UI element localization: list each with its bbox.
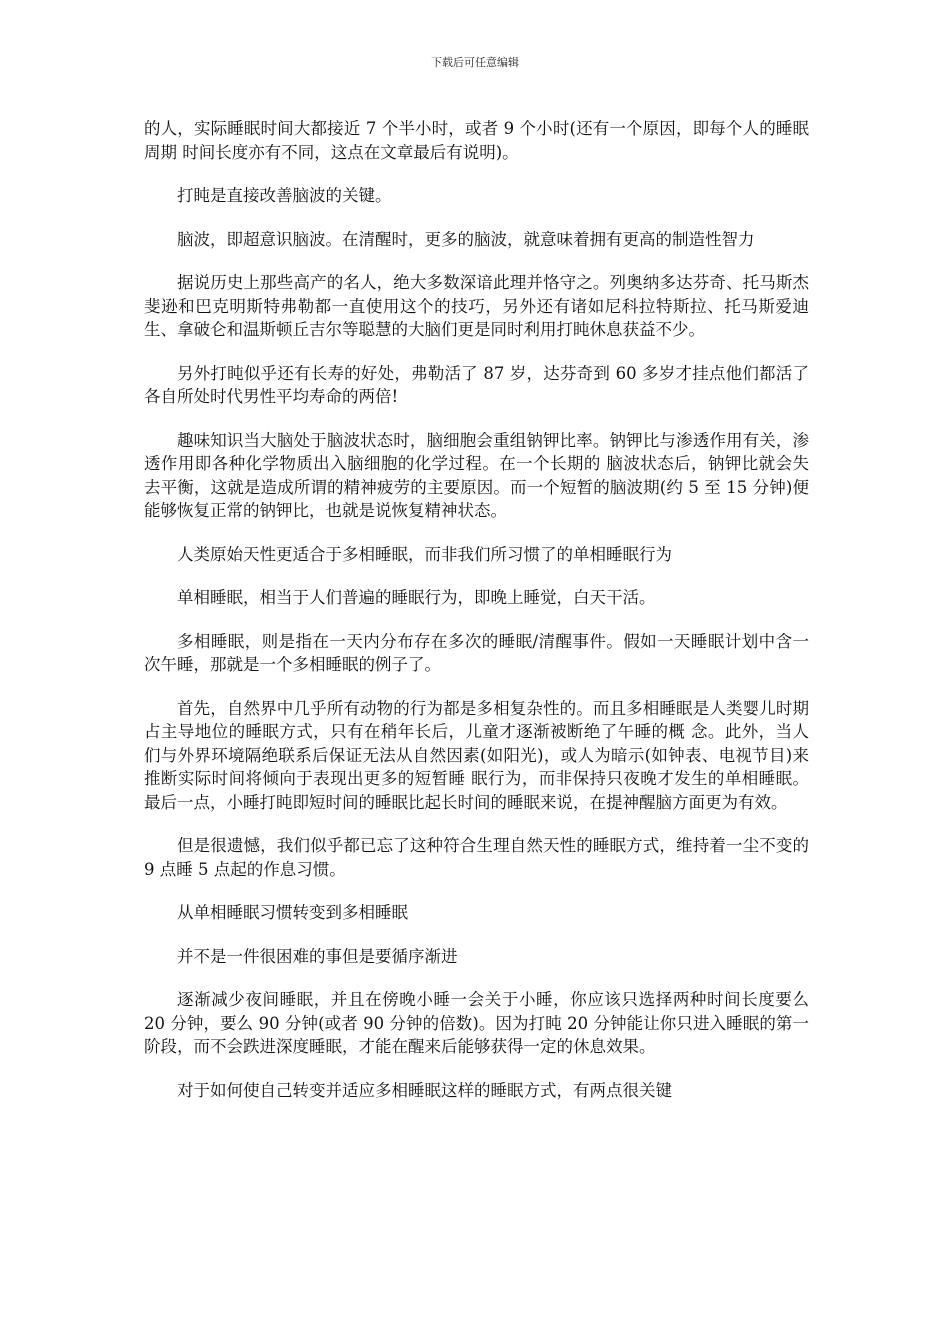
document-body: [144, 117, 809, 1122]
paragraph-1: 的人，实际睡眠时间大都接近 7 个半小时，或者 9 个小时(还有一个原因，即每个人的睡眠周期 时间长度亦有不同，这点在文章最后有说明)。: [144, 119, 809, 162]
paragraph-6: 趣味知识当大脑处于脑波状态时，脑细胞会重组钠钾比率。钠钾比与渗透作用有关，渗透作用即各种化学物质出入脑细胞的化学过程。在一个长期的 脑波状态后，钠钾比就会失去平衡，这就是造成所谓的精神疲劳的主要原因。而一个短暂的脑波期(约 5 至 15 分钟)便能够恢复正常的钠钾比，也就是说恢复精神状态。: [144, 430, 809, 520]
paragraph-3: 脑波，即超意识脑波。在清醒时，更多的脑波，就意味着拥有更高的制造性智力: [177, 229, 755, 249]
paragraph-2: 打盹是直接改善脑波的关键。: [177, 186, 392, 205]
paragraph-10: 首先，自然界中几乎所有动物的行为都是多相复杂性的。而且多相睡眠是人类婴儿时期占主导地位的睡眠方式，只有在稍年长后，儿童才逐渐被断绝了午睡的概 念。此外，当人们与外界环境隔绝联系后保证无法从自然因素(如阳光)，或人为暗示(如钟表、电视节目)来推断实际时间将倾向于表现出更多的短暂睡 眠行为，而非保持只夜晚才发生的单相睡眠。最后一点，小睡打盹即短时间的睡眠比起长时间的睡眠来说，在提神醒脑方面更为有效。: [144, 698, 809, 812]
paragraph-12: 从单相睡眠习惯转变到多相睡眠: [177, 903, 408, 922]
paragraph-7: 人类原始天性更适合于多相睡眠，而非我们所习惯了的单相睡眠行为: [177, 544, 672, 564]
paragraph-8: 单相睡眠，相当于人们普遍的睡眠行为，即晚上睡觉，白天干活。: [177, 588, 656, 607]
paragraph-15: 对于如何使自己转变并适应多相睡眠这样的睡眠方式，有两点很关键: [177, 1080, 672, 1100]
paragraph-11: 但是很遗憾，我们似乎都已忘了这种符合生理自然天性的睡眠方式，维持着一尘不变的 9 点睡 5 点起的作息习惯。: [144, 836, 809, 879]
page-header: 下载后可任意编辑: [431, 56, 519, 69]
paragraph-14: 逐渐减少夜间睡眠，并且在傍晚小睡一会关于小睡，你应该只选择两种时间长度要么 20 分钟，要么 90 分钟(或者 90 分钟的倍数)。因为打盹 20 分钟能让你只进入睡眠的第一阶段，而不会跌进深度睡眠，才能在醒来后能够获得一定的休息效果。: [144, 990, 809, 1056]
paragraph-9: 多相睡眠，则是指在一天内分布存在多次的睡眠/清醒事件。假如一天睡眠计划中含一次午睡，那就是一个多相睡眠的例子了。: [144, 631, 809, 674]
paragraph-13: 并不是一件很困难的事但是要循序渐进: [177, 946, 458, 966]
paragraph-5: 另外打盹似乎还有长寿的好处，弗勒活了 87 岁，达芬奇到 60 多岁才挂点他们都活了各自所处时代男性平均寿命的两倍!: [144, 363, 809, 406]
paragraph-4: 据说历史上那些高产的名人，绝大多数深谙此理并恪守之。列奥纳多达芬奇、托马斯杰斐逊和巴克明斯特弗勒都一直使用这个的技巧，另外还有诸如尼科拉特斯拉、托马斯爱迪生、拿破仑和温斯顿丘吉尔等聪慧的大脑们更是同时利用打盹休息获益不少。: [144, 273, 809, 339]
